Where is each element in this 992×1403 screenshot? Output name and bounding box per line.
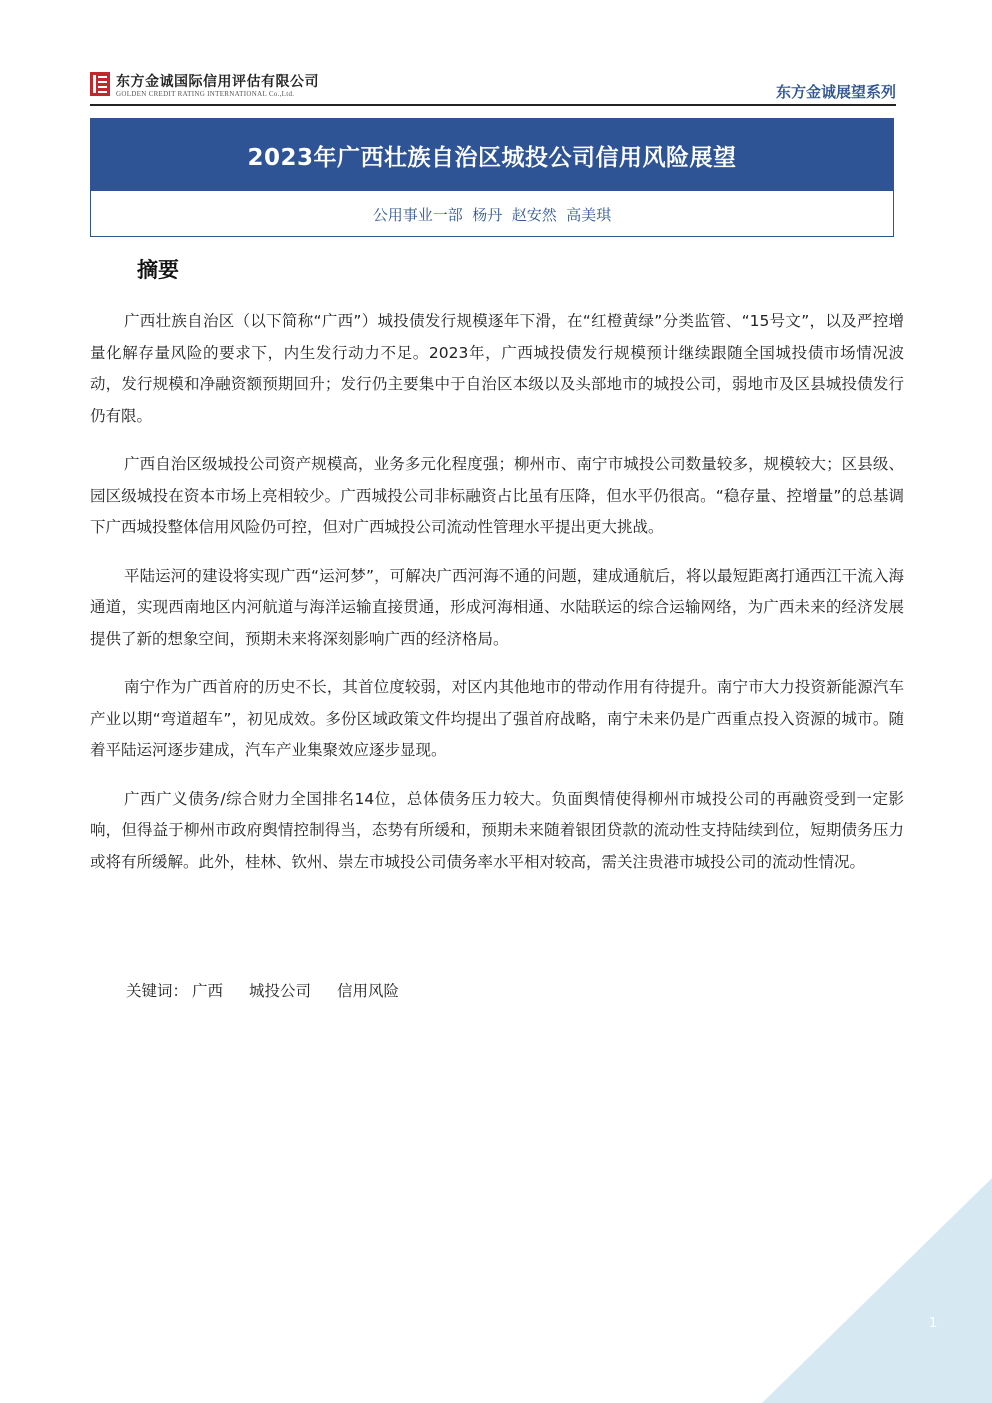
abstract-paragraph: 广西壮族自治区（以下简称“广西”）城投债发行规模逐年下滑，在“红橙黄绿”分类监管、“15号文”，以及严控增量化解存量风险的要求下，内生发行动力不足。2023年，广西城投债发行规模预计继续跟随全国城投债市场情况波动，发行规模和净融资额预期回升；发行仍主要集中于自治区本级以及头部地市的城投公司，弱地市及区县城投债发行仍有限。 xyxy=(90,312,904,425)
abstract-heading: 摘要 xyxy=(137,258,179,282)
title-band xyxy=(91,119,893,191)
keywords-label: 关键词： xyxy=(126,982,189,1000)
report-authors: 公用事业一部 杨丹 赵安然 高美琪 xyxy=(372,205,612,224)
keywords-line xyxy=(126,979,425,1001)
page-header xyxy=(90,66,896,106)
page-number: 1 xyxy=(929,1316,938,1331)
abstract-paragraph: 平陆运河的建设将实现广西“运河梦”，可解决广西河海不通的问题，建成通航后，将以最短距离打通西江干流入海通道，实现西南地区内河航道与海洋运输直接贯通，形成河海相通、水陆联运的综合运输网络，为广西未来的经济发展提供了新的想象空间，预期未来将深刻影响广西的经济格局。 xyxy=(90,566,904,648)
abstract-body xyxy=(90,306,904,895)
company-name-cn: 东方金诚国际信用评估有限公司 xyxy=(116,74,319,90)
abstract-paragraph: 广西广义债务/综合财力全国排名14位，总体债务压力较大。负面舆情使得柳州市城投公司的再融资受到一定影响，但得益于柳州市政府舆情控制得当，态势有所缓和，预期未来随着银团贷款的流动性支持陆续到位，短期债务压力或将有所缓解。此外，桂林、钦州、崇左市城投公司债务率水平相对较高，需关注贵港市城投公司的流动性情况。 xyxy=(90,789,904,871)
company-name-en: GOLDEN CREDIT RATING INTERNATIONAL Co.,Ltd. xyxy=(116,90,295,98)
header-divider xyxy=(90,104,896,106)
abstract-paragraph: 广西自治区级城投公司资产规模高，业务多元化程度强；柳州市、南宁市城投公司数量较多，规模较大；区县级、园区级城投在资本市场上亮相较少。广西城投公司非标融资占比虽有压降，但水平仍很高。“稳存量、控增量”的总基调下广西城投整体信用风险仍可控，但对广西城投公司流动性管理水平提出更大挑战。 xyxy=(90,455,904,536)
corner-decoration xyxy=(762,1178,992,1403)
company-logo-icon xyxy=(90,72,110,96)
keyword-item: 信用风险 xyxy=(337,982,400,1000)
title-box xyxy=(90,118,894,237)
keyword-item: 广西 xyxy=(192,982,224,1000)
keyword-item: 城投公司 xyxy=(249,982,312,1000)
series-title: 东方金诚展望系列 xyxy=(775,83,896,101)
abstract-paragraph: 南宁作为广西首府的历史不长，其首位度较弱，对区内其他地市的带动作用有待提升。南宁市大力投资新能源汽车产业以期“弯道超车”，初见成效。多份区域政策文件均提出了强首府战略，南宁未来仍是广西重点投入资源的城市。随着平陆运河逐步建成，汽车产业集聚效应逐步显现。 xyxy=(90,678,904,759)
report-title: 2023年广西壮族自治区城投公司信用风险展望 xyxy=(247,144,737,171)
